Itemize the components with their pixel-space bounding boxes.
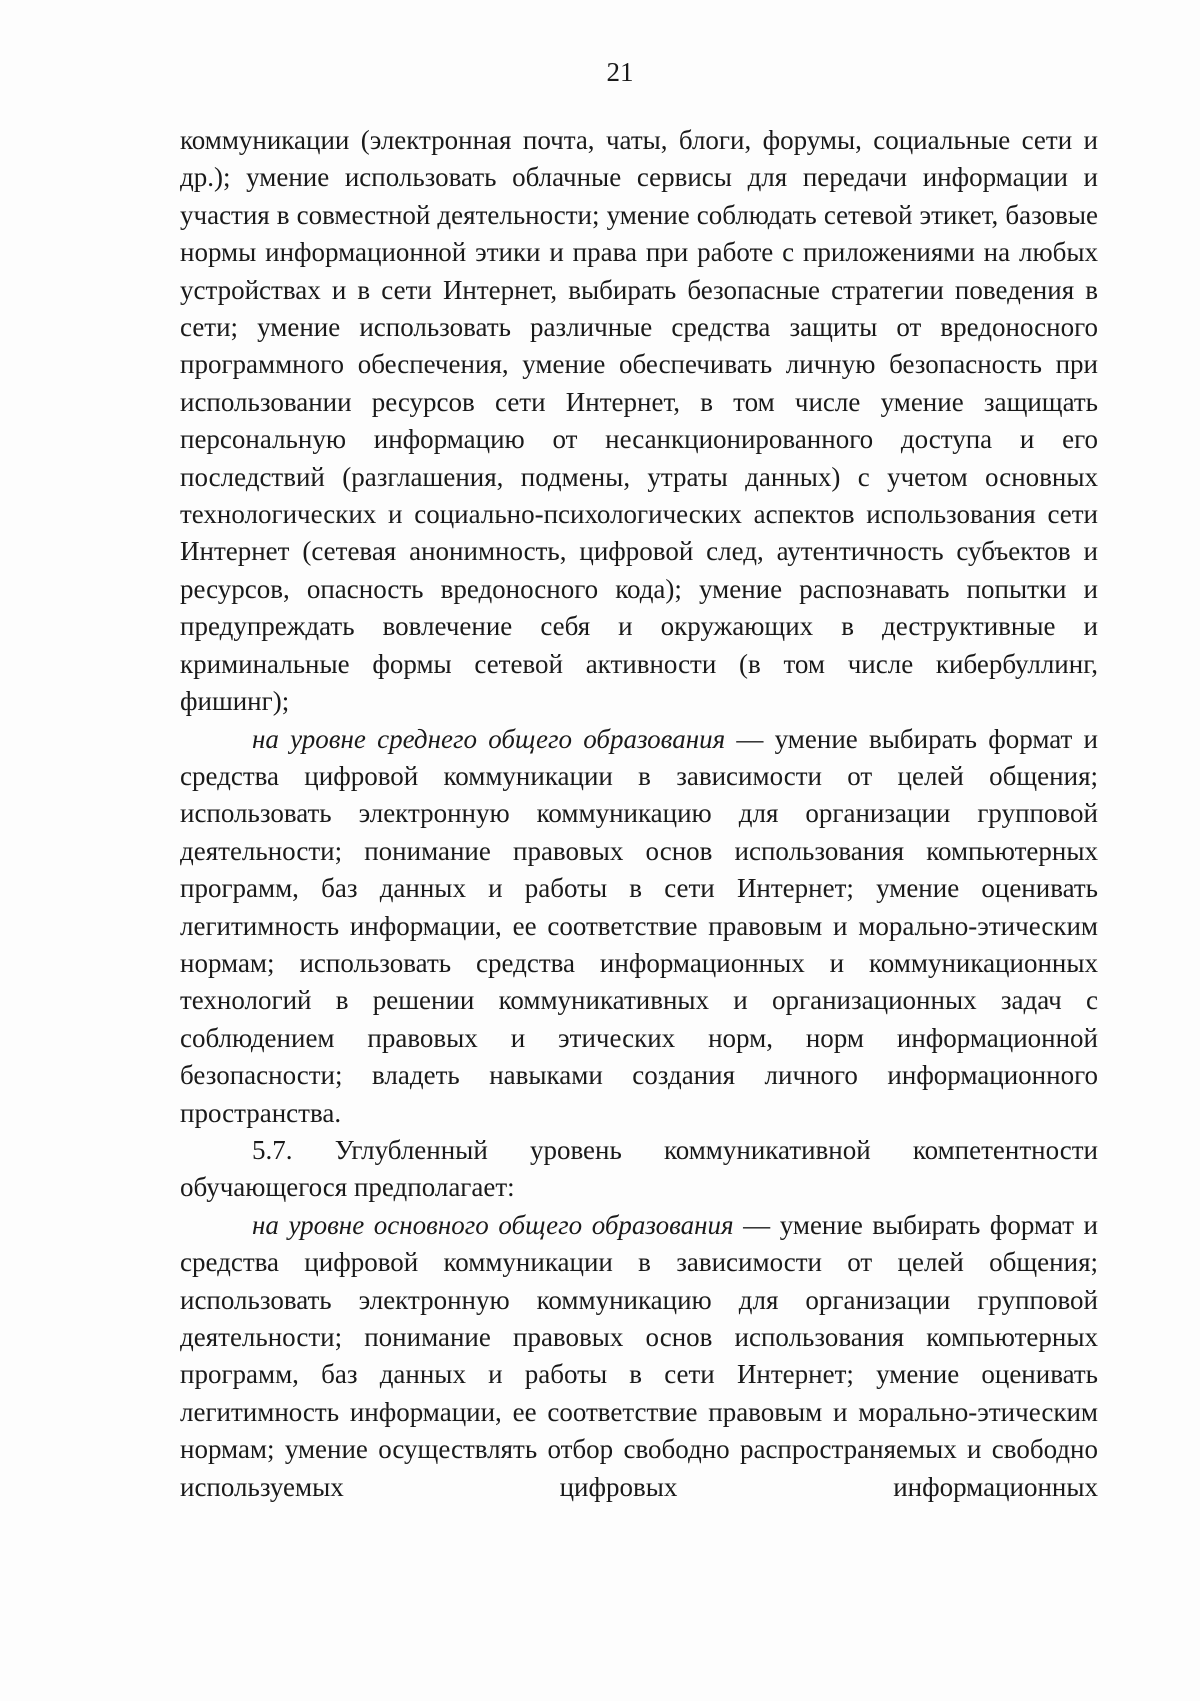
paragraph-secondary-education <box>180 721 1098 1132</box>
paragraph-continuation <box>180 122 1098 721</box>
document-body <box>180 122 1098 1506</box>
paragraph-lead-italic: на уровне среднего общего образования <box>252 723 726 754</box>
paragraph-text: 5.7. Углубленный уровень коммуникативной компетентности обучающегося предполагает: <box>180 1134 1098 1203</box>
paragraph-lead-italic: на уровне основного общего образования <box>252 1209 734 1240</box>
paragraph-text: коммуникации (электронная почта, чаты, блоги, форумы, социальные сети и др.); умение использовать облачные сервисы для передачи информации и участия в совместной деятельности; умение соблюдать сетевой этикет, базовые нормы информационной этики и права при работе с приложениями на любых устройствах и в сети Интернет, выбирать безопасные стратегии поведения в сети; умение использовать различные средства защиты от вредоносного программного обеспечения, умение обеспечивать личную безопасность при использовании ресурсов сети Интернет, в том числе умение защищать персональную информацию от несанкционированного доступа и его последствий (разглашения, подмены, утраты данных) с учетом основных технологических и социально-психологических аспектов использования сети Интернет (сетевая анонимность, цифровой след, аутентичность субъектов и ресурсов, опасность вредоносного кода); умение распознавать попытки и предупреждать вовлечение себя и окружающих в деструктивные и криминальные формы сетевой активности (в том числе кибербуллинг, фишинг); <box>180 125 1098 717</box>
paragraph-text: — умение выбирать формат и средства цифровой коммуникации в зависимости от целей общения; использовать электронную коммуникацию для организации групповой деятельности; понимание правовых основ использования компьютерных программ, баз данных и работы в сети Интернет; умение оценивать легитимность информации, ее соответствие правовым и морально-этическим нормам; использовать средства информационных и коммуникационных технологий в решении коммуникативных и организационных задач с соблюдением правовых и этических норм, норм информационной безопасности; владеть навыками создания личного информационного пространства. <box>180 723 1099 1128</box>
paragraph-text: — умение выбирать формат и средства цифровой коммуникации в зависимости от целей общения; использовать электронную коммуникацию для организации групповой деятельности; понимание правовых основ использования компьютерных программ, баз данных и работы в сети Интернет; умение оценивать легитимность информации, ее соответствие правовым и морально-этическим нормам; умение осуществлять отбор свободно распространяемых и свободно используемых цифровых информационных <box>180 1209 1099 1502</box>
paragraph-basic-education <box>180 1207 1098 1506</box>
page-number: 21 <box>606 57 634 87</box>
paragraph-section-5-7 <box>180 1132 1098 1207</box>
